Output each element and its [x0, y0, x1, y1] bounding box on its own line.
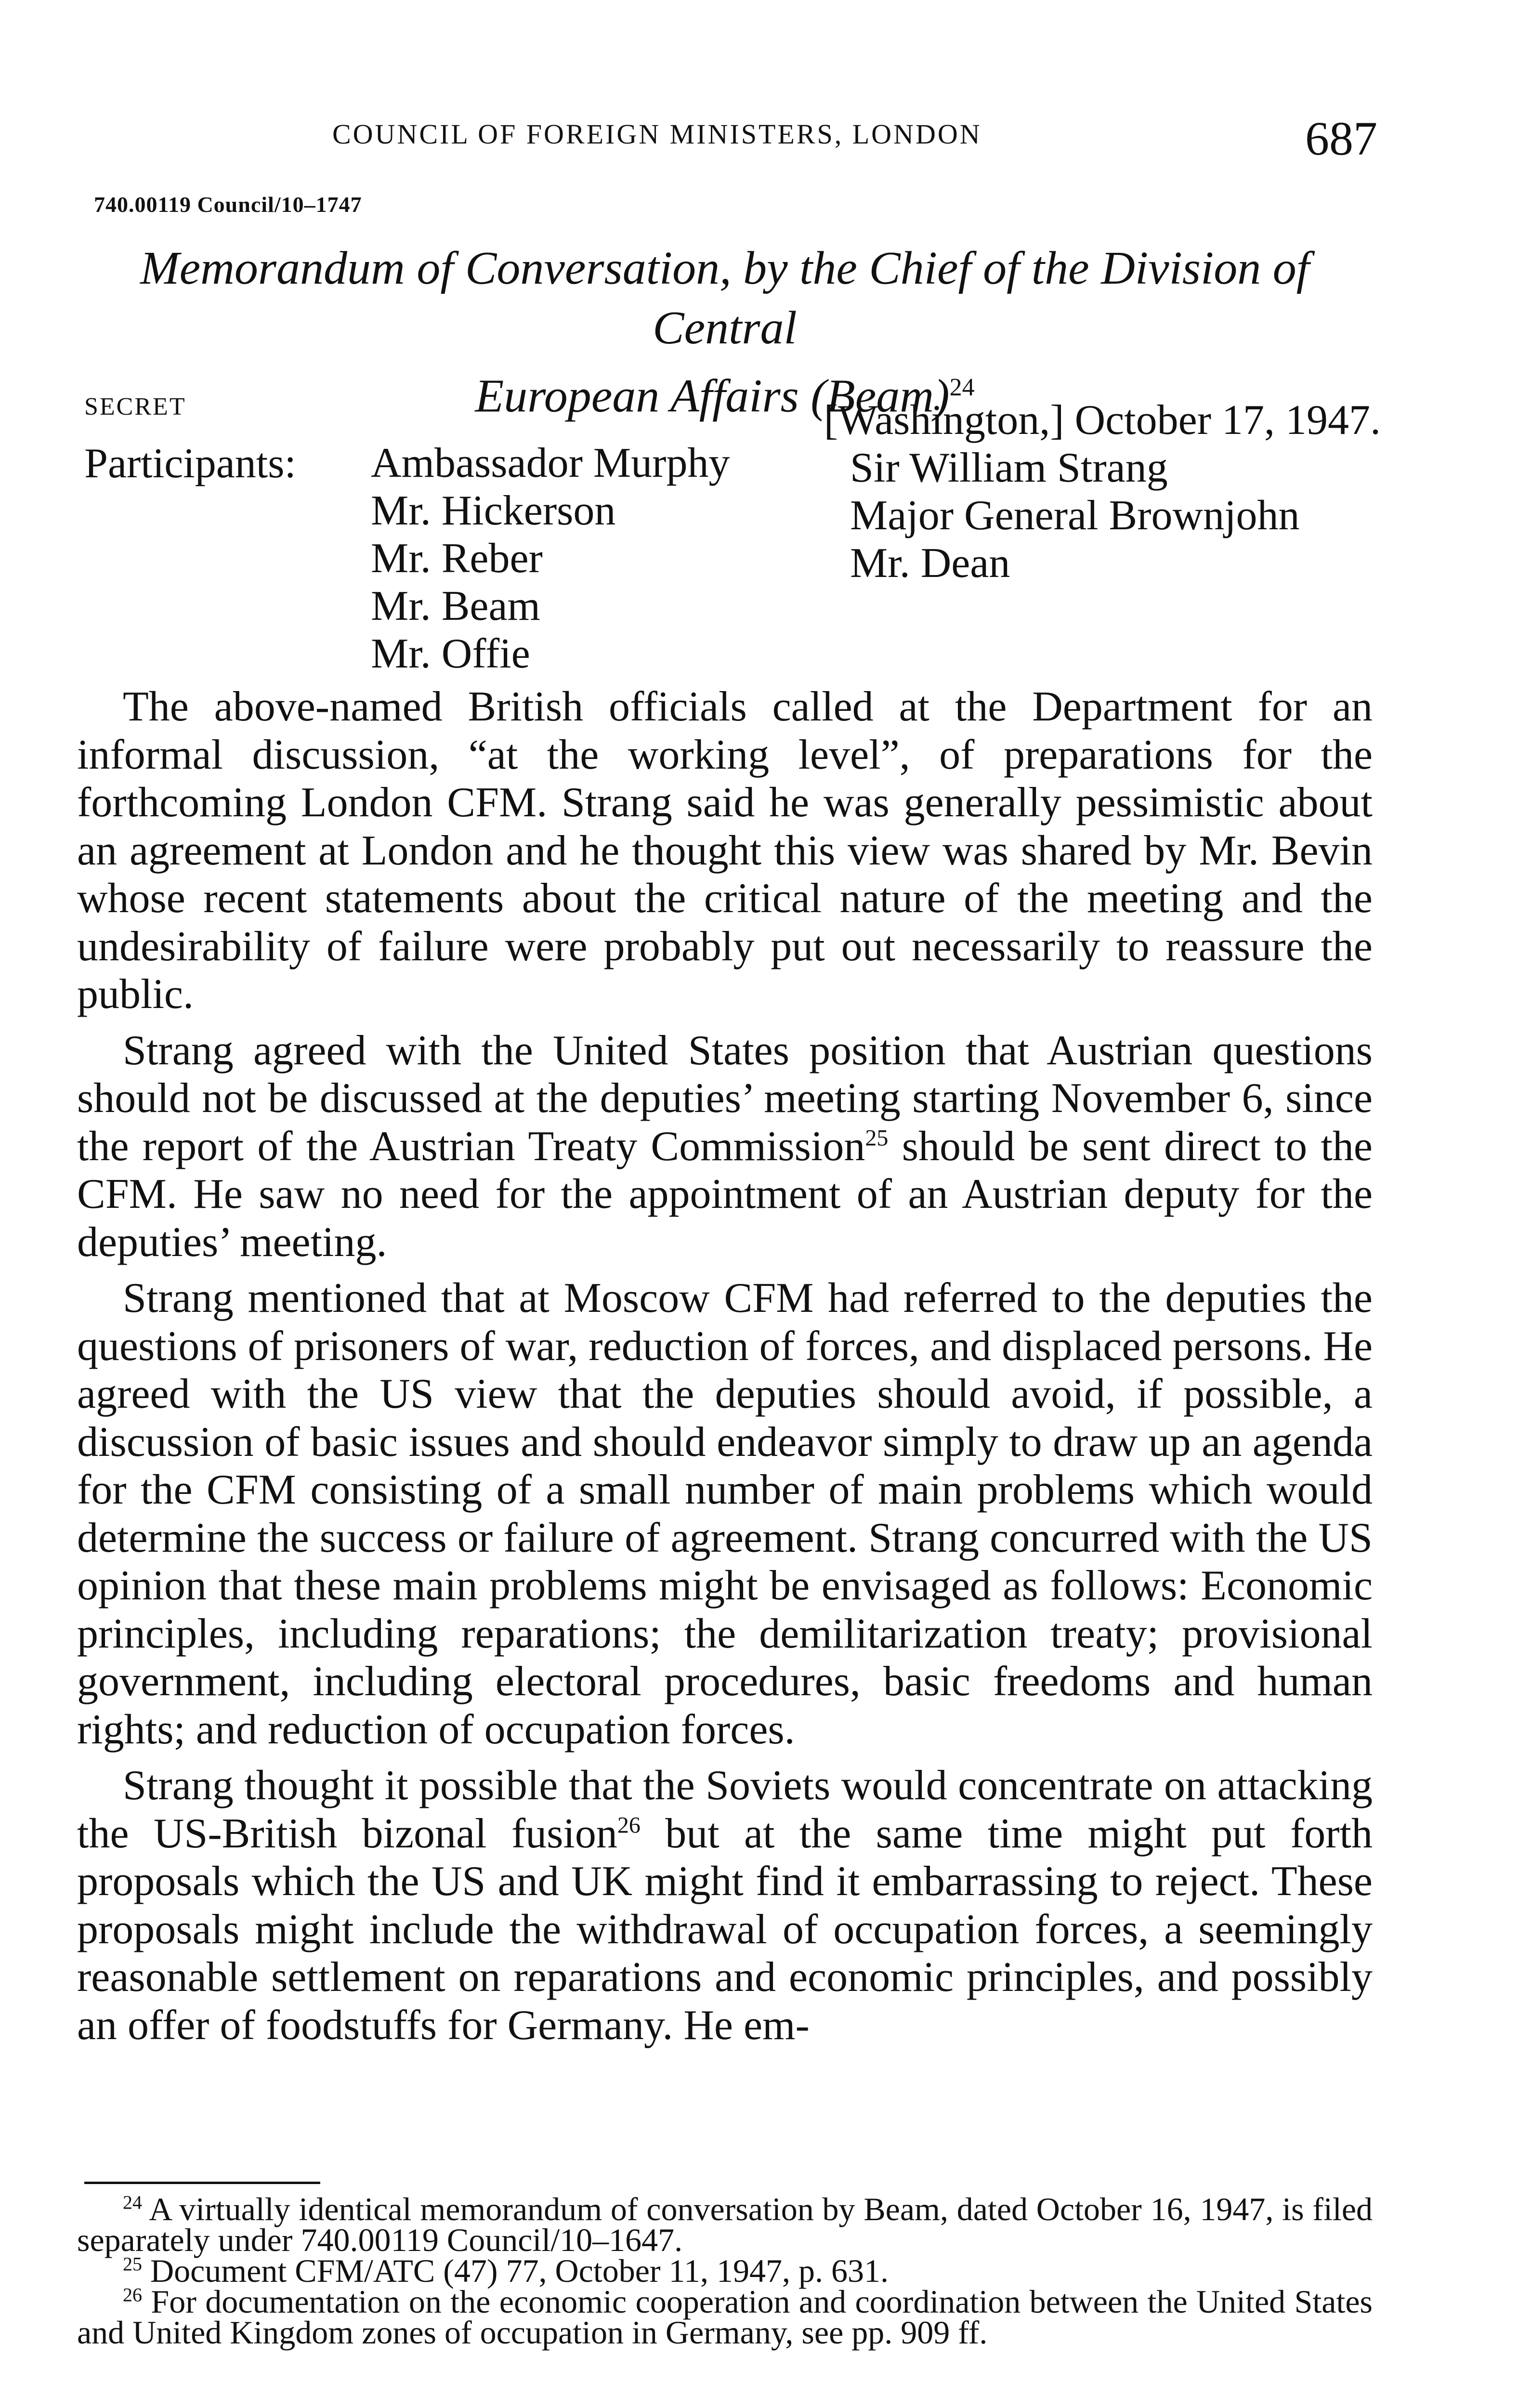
uk-participants-list [850, 444, 1300, 587]
footnote-text: For documentation on the economic cooperation and coordination between the United States and United Kingdom zones of occupation in Germany, see pp. 909 ff. [77, 2283, 1373, 2351]
participant-name: Mr. Offie [371, 630, 530, 677]
title-footnote-ref: 24 [949, 374, 975, 401]
paragraph-2 [77, 1027, 1373, 1267]
footnotes [77, 2191, 1373, 2351]
file-reference: 740.00119 Council/10–1747 [94, 192, 362, 217]
page-number: 687 [1305, 112, 1377, 165]
footnote-mark: 26 [123, 2284, 142, 2306]
paragraph-3: Strang mentioned that at Moscow CFM had referred to the deputies the questions of prisoners of war, reduction of forces, and displaced persons. He agreed with the US view that the deputies should avoid, if possible, a discussion of basic issues and should endeavor simply to draw up an agenda for the CFM consisting of a small number of main problems which would determine the success or failure of agreement. Strang concurred with the US opinion that these main problems might be envisaged as follows: Economic principles, including reparations; the demilitarization treaty; provisional government, including electoral procedures, basic freedoms and human rights; and reduction of occupation forces. [77, 1275, 1373, 1753]
participants-label: Participants: [84, 440, 296, 487]
paragraph-4-text-b: but at the same time might put forth proposals which the US and UK might find it embarrassing to reject. These proposals might include the withdrawal of occupation forces, a seemingly reasonable settlement on reparations and economic principles, and possibly an offer of foodstuffs for Germany. He em- [77, 1810, 1373, 2049]
footnote-text: Document CFM/ATC (47) 77, October 11, 1947, p. 631. [150, 2252, 889, 2289]
running-head: COUNCIL OF FOREIGN MINISTERS, LONDON [332, 118, 982, 150]
paragraph-1: The above-named British officials called at the Department for an informal discussion, “at the working level”, of preparations for the forthcoming London CFM. Strang said he was generally pessimistic about an agreement at London and he thought this view was shared by Mr. Bevin whose recent statements about the critical nature of the meeting and the undesirability of failure were probably put out necessarily to reassure the public. [77, 683, 1373, 1018]
participant-name: Sir William Strang [850, 445, 1168, 491]
footnote-mark: 25 [123, 2253, 142, 2275]
paragraph-4 [77, 1762, 1373, 2049]
paragraph-2-text-a: Strang agreed with the United States position that Austrian questions should not be discussed at the deputies’ meeting starting November 6, since the report of the Austrian Treaty Commission [77, 1027, 1373, 1170]
title-line-2-text: European Affairs (Beam) [475, 370, 950, 422]
participant-name: Major General Brownjohn [850, 492, 1300, 539]
footnote [77, 2191, 1373, 2258]
classification-label: SECRET [84, 393, 186, 420]
participant-name: Mr. Beam [371, 583, 540, 629]
footnote-text: A virtually identical memorandum of conversation by Beam, dated October 16, 1947, is filed separately under 740.00119 Council/10–1647. [77, 2191, 1373, 2258]
footnote [77, 2283, 1373, 2351]
footnote-divider [84, 2182, 320, 2184]
participant-name: Mr. Hickerson [371, 487, 616, 534]
footnote-ref-25: 25 [865, 1125, 889, 1151]
footnote [77, 2252, 1373, 2289]
participant-name: Mr. Reber [371, 535, 543, 582]
footnote-mark: 24 [123, 2191, 142, 2213]
title-line-1: Memorandum of Conversation, by the Chief of the Division of Central [140, 242, 1309, 354]
paragraph-4-text-a: Strang thought it possible that the Soviets would concentrate on attacking the US-British bizonal fusion [77, 1762, 1373, 1857]
participant-name: Ambassador Murphy [371, 440, 730, 486]
footnote-ref-26: 26 [617, 1812, 641, 1838]
memorandum-body [77, 683, 1373, 2057]
us-participants-list [371, 439, 730, 678]
paragraph-2-text-b: should be sent direct to the CFM. He saw no need for the appointment of an Austrian deputy for the deputies’ meeting. [77, 1123, 1373, 1266]
dateline: [Washington,] October 17, 1947. [824, 397, 1381, 444]
participant-name: Mr. Dean [850, 540, 1010, 587]
